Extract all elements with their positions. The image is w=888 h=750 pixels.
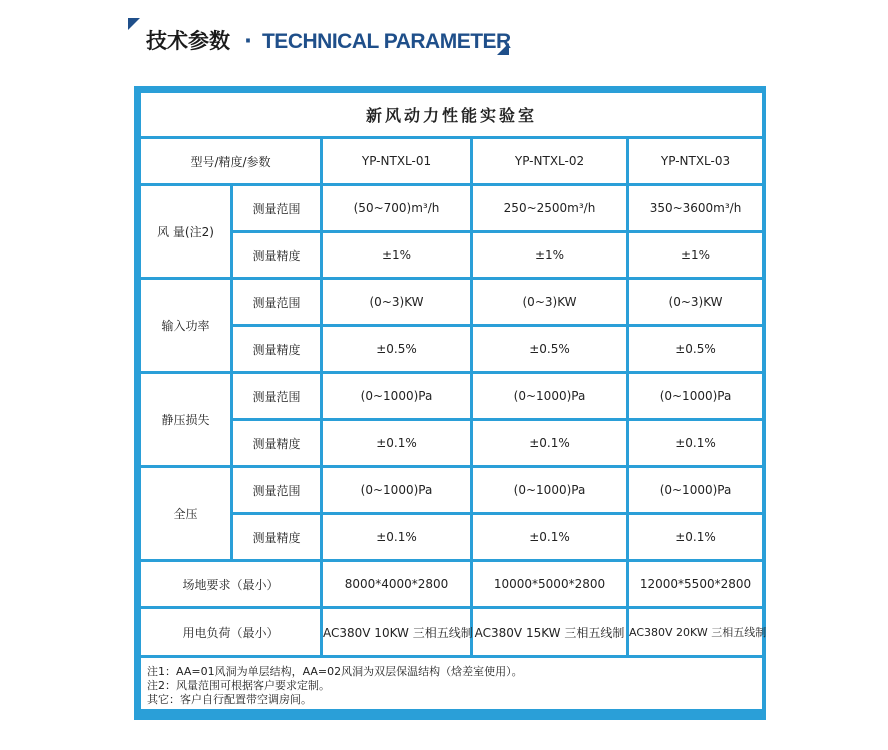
corner-decoration-top-left	[128, 18, 140, 30]
cell: 8000*4000*2800	[322, 561, 472, 608]
site-label: 场地要求（最小）	[140, 561, 322, 608]
row-label: 测量精度	[232, 514, 322, 561]
row-label: 测量精度	[232, 326, 322, 373]
cell: 12000*5500*2800	[628, 561, 764, 608]
row-label: 测量范围	[232, 373, 322, 420]
group-name: 静压损失	[140, 373, 232, 467]
note-3: 其它：客户自行配置带空调房间。	[147, 693, 312, 706]
heading-cn: 技术参数	[146, 29, 230, 53]
cell: ±0.5%	[628, 326, 764, 373]
table-title: 新风动力性能实验室	[140, 92, 764, 138]
cell: (0~3)KW	[322, 279, 472, 326]
cell: ±0.5%	[322, 326, 472, 373]
parameter-table-frame	[134, 86, 766, 720]
table-row	[140, 514, 764, 561]
table-row	[140, 232, 764, 279]
cell: AC380V 20KW 三相五线制	[628, 608, 764, 657]
table-row	[140, 279, 764, 326]
cell: 250~2500m³/h	[472, 185, 628, 232]
table-row	[140, 326, 764, 373]
cell: ±0.1%	[628, 420, 764, 467]
cell: ±1%	[628, 232, 764, 279]
row-label: 测量精度	[232, 420, 322, 467]
cell: (0~1000)Pa	[472, 467, 628, 514]
cell: ±0.1%	[472, 514, 628, 561]
group-name: 风 量(注2)	[140, 185, 232, 279]
cell: ±0.1%	[628, 514, 764, 561]
power-label: 用电负荷（最小）	[140, 608, 322, 657]
cell: (50~700)m³/h	[322, 185, 472, 232]
table-row	[140, 185, 764, 232]
cell: ±0.1%	[472, 420, 628, 467]
row-label: 测量范围	[232, 467, 322, 514]
group-name: 全压	[140, 467, 232, 561]
corner-decoration-bottom-right	[497, 43, 509, 55]
cell: ±0.5%	[472, 326, 628, 373]
cell: 350~3600m³/h	[628, 185, 764, 232]
cell: ±0.1%	[322, 420, 472, 467]
cell: (0~3)KW	[628, 279, 764, 326]
heading-en: TECHNICAL PARAMETER	[261, 30, 511, 53]
table-row	[140, 608, 764, 657]
row-label: 测量精度	[232, 232, 322, 279]
cell: (0~1000)Pa	[628, 373, 764, 420]
table-row	[140, 467, 764, 514]
cell: (0~1000)Pa	[322, 467, 472, 514]
table-row	[140, 373, 764, 420]
table-row	[140, 420, 764, 467]
model-03: YP-NTXL-03	[628, 138, 764, 185]
cell: (0~3)KW	[472, 279, 628, 326]
model-01: YP-NTXL-01	[322, 138, 472, 185]
model-02: YP-NTXL-02	[472, 138, 628, 185]
cell: 10000*5000*2800	[472, 561, 628, 608]
row-label: 测量范围	[232, 279, 322, 326]
cell: (0~1000)Pa	[472, 373, 628, 420]
cell: (0~1000)Pa	[322, 373, 472, 420]
cell: (0~1000)Pa	[628, 467, 764, 514]
parameter-table	[138, 90, 765, 712]
cell: ±0.1%	[322, 514, 472, 561]
heading-separator: ·	[244, 29, 252, 53]
section-heading	[146, 26, 511, 56]
cell: ±1%	[472, 232, 628, 279]
note-2: 注2：风量范围可根据客户要求定制。	[147, 679, 330, 692]
note-1: 注1：AA=01风洞为单层结构，AA=02风洞为双层保温结构（焓差室使用）。	[147, 665, 523, 678]
cell: AC380V 15KW 三相五线制	[472, 608, 628, 657]
cell: ±1%	[322, 232, 472, 279]
cell: AC380V 10KW 三相五线制	[322, 608, 472, 657]
header-label: 型号/精度/参数	[140, 138, 322, 185]
group-name: 输入功率	[140, 279, 232, 373]
table-row	[140, 561, 764, 608]
row-label: 测量范围	[232, 185, 322, 232]
notes	[140, 657, 764, 711]
